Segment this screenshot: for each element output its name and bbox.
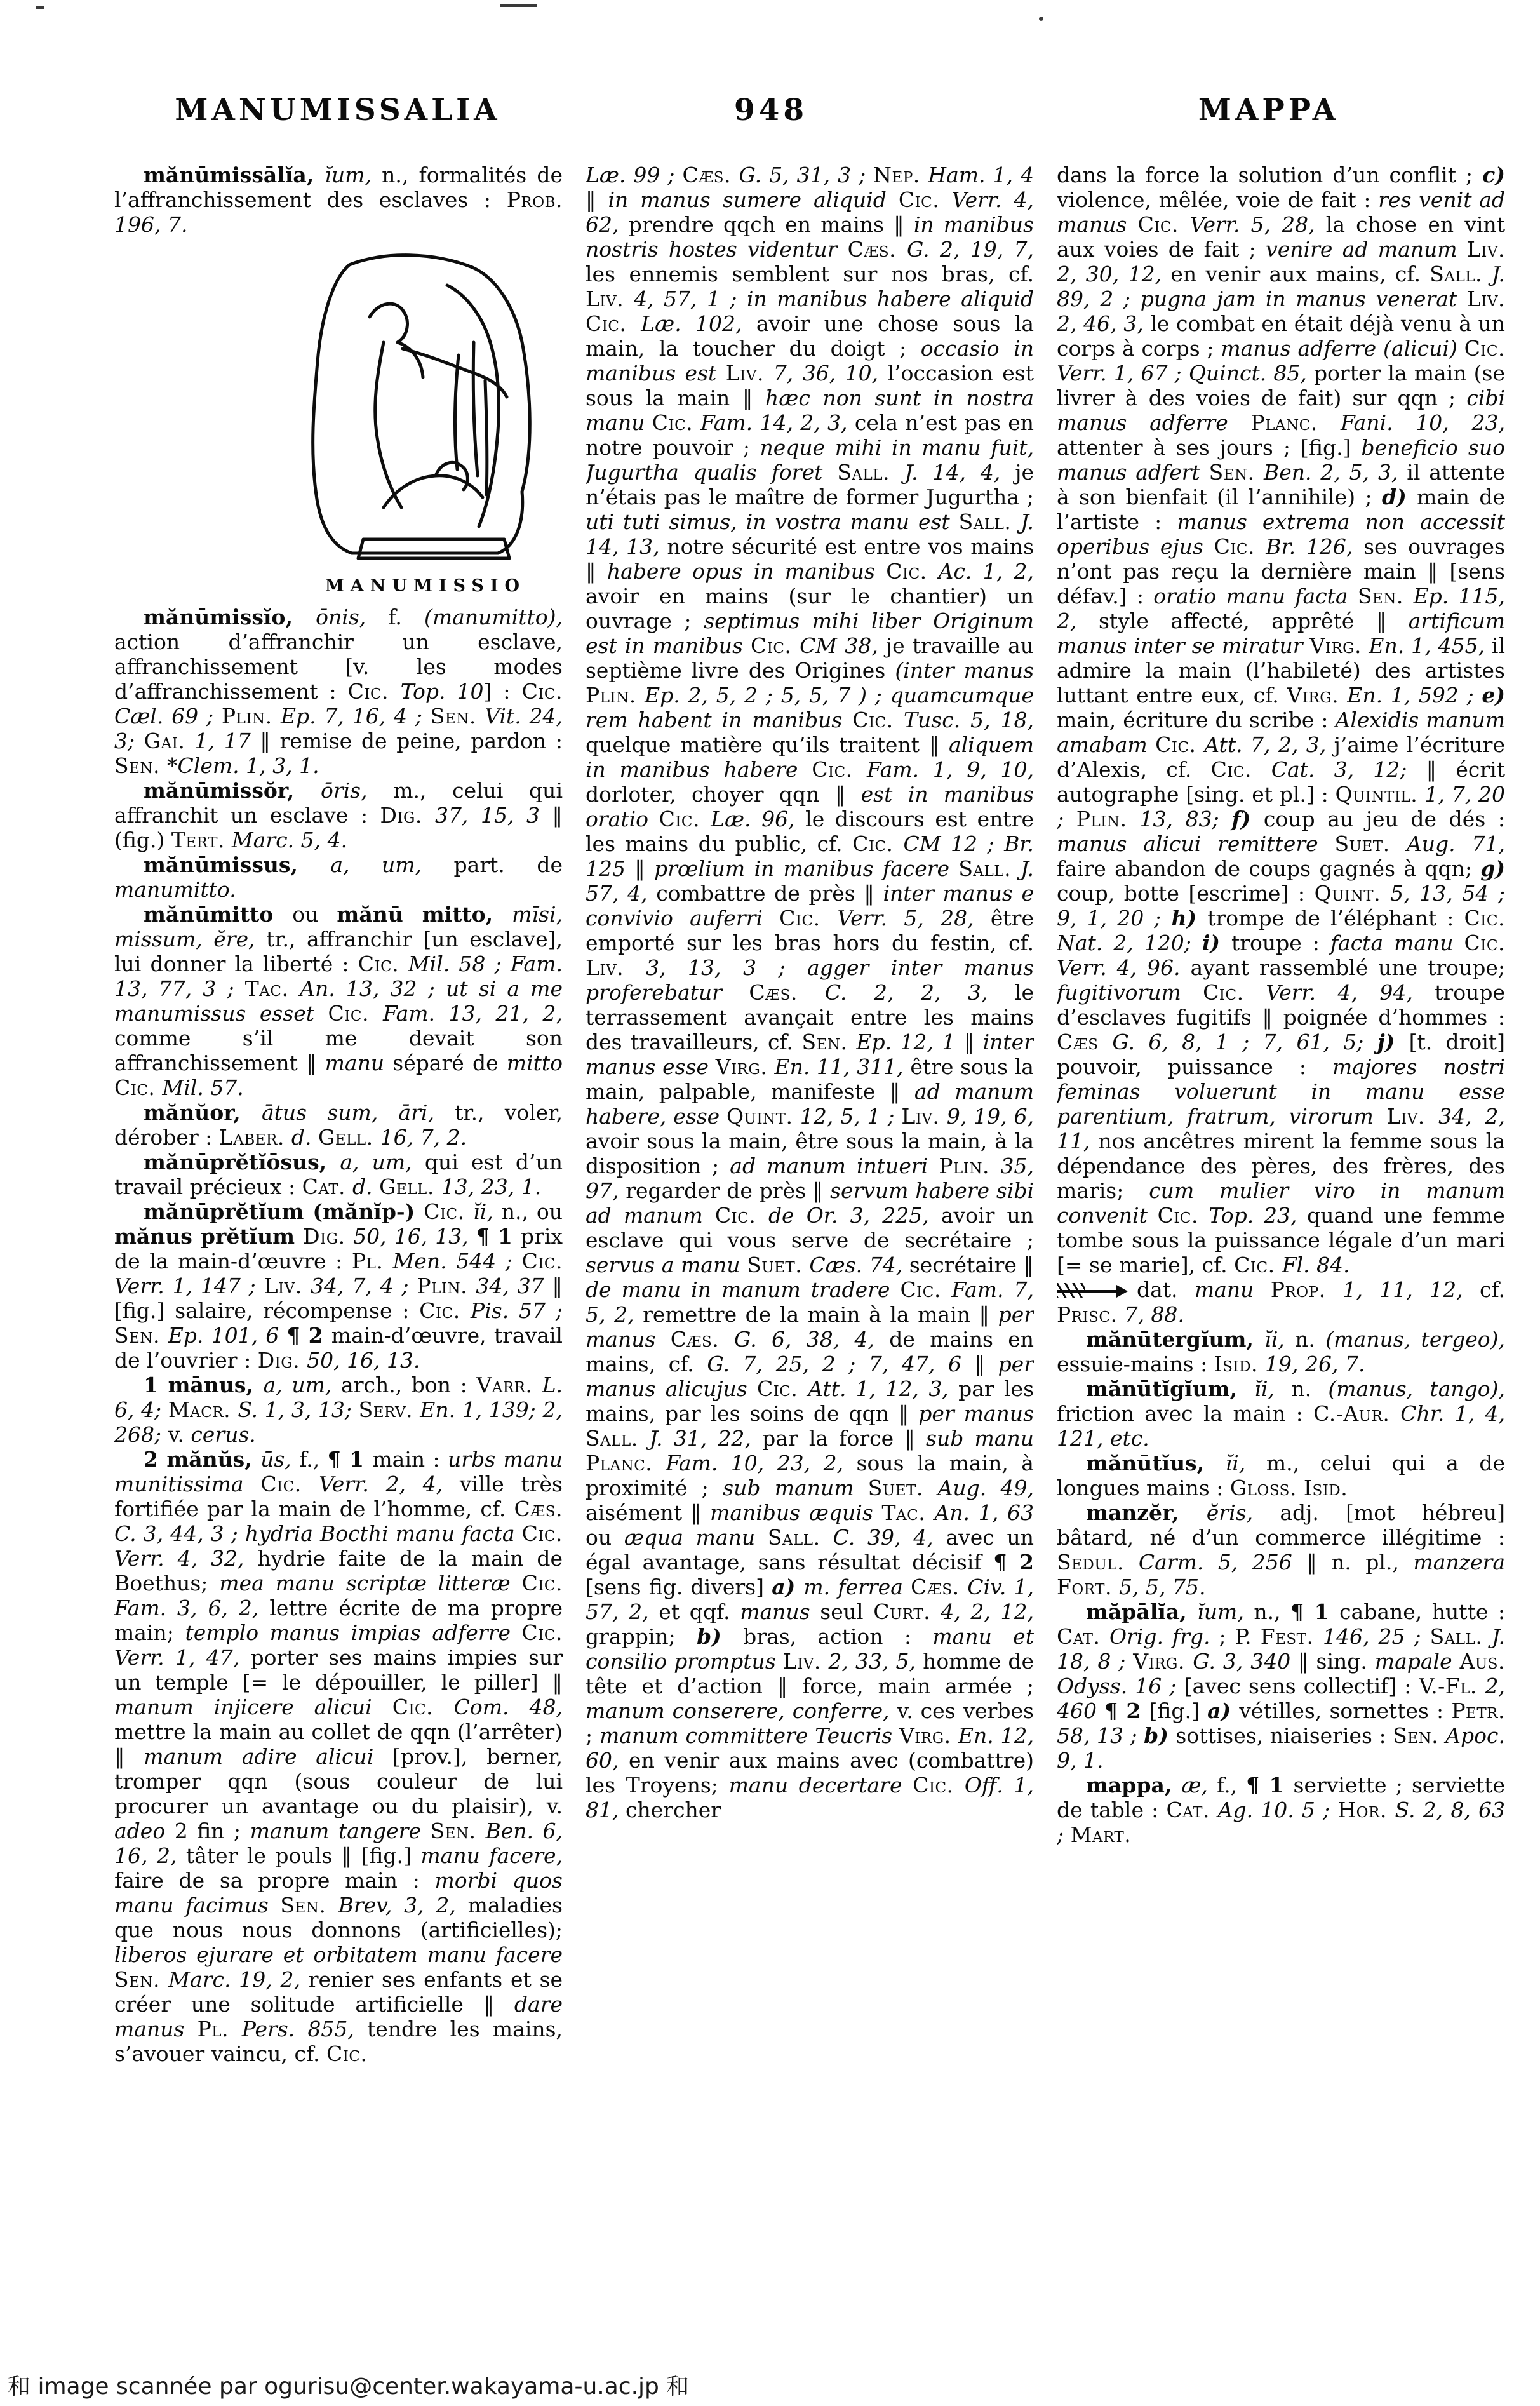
text-column-1 xyxy=(114,163,563,2329)
dictionary-entry: mănūmissŏr, ōris, m., celui qui affranchit un esclave : Dig. 37, 15, 3 ‖ (fig.) Tert. Marc. 5, 4. xyxy=(114,778,563,852)
text-column-3 xyxy=(1057,163,1505,2329)
text-column-2 xyxy=(586,163,1034,2329)
manumissio-illustration xyxy=(288,241,563,598)
remark-arrow-icon xyxy=(1057,1282,1128,1300)
scan-artifact xyxy=(500,4,537,7)
dictionary-entry: 1 mānus, a, um, arch., bon : Varr. L. 6, 4; Macr. S. 1, 3, 13; Serv. En. 1, 139; 2, 268; v. cerus. xyxy=(114,1373,563,1447)
scan-artifact xyxy=(36,6,44,9)
dictionary-entry: mănŭor, ātus sum, āri, tr., voler, dérober : Laber. d. Gell. 16, 7, 2. xyxy=(114,1100,563,1150)
dictionary-entry: mănūtergĭum, ĭi, n. (manus, tergeo), essuie-mains : Isid. 19, 26, 7. xyxy=(1057,1327,1505,1376)
dictionary-entry: Læ. 99 ; Cæs. G. 5, 31, 3 ; Nep. Ham. 1, 4 ‖ in manus sumere aliquid Cic. Verr. 4, 62, prendre qqch en mains ‖ in manibus nostris hostes videntur Cæs. G. 2, 19, 7, les ennemis semblent sur nos bras, cf. Liv. 4, 57, 1 ; in manibus habere aliquid Cic. Læ. 102, avoir une chose sous la main, la toucher du doigt ; occasio in manibus est Liv. 7, 36, 10, l’occasion est sous la main ‖ hæc non sunt in nostra manu Cic. Fam. 14, 2, 3, cela n’est pas en notre pouvoir ; neque mihi in manu fuit, Jugurtha qualis foret Sall. J. 14, 4, je n’étais pas le maître de former Jugurtha ; uti tuti simus, in vostra manu est Sall. J. 14, 13, notre sécurité est entre vos mains ‖ habere opus in manibus Cic. Ac. 1, 2, avoir en mains (sur le chantier) un ouvrage ; septimus mihi liber Originum est in manibus Cic. CM 38, je travaille au septième livre des Origines (inter manus Plin. Ep. 2, 5, 2 ; 5, 5, 7 ) ; quamcumque rem habent in manibus Cic. Tusc. 5, 18, quelque matière qu’ils traitent ‖ aliquem in manibus habere Cic. Fam. 1, 9, 10, dorloter, choyer qqn ‖ est in manibus oratio Cic. Læ. 96, le discours est entre les mains du public, cf. Cic. CM 12 ; Br. 125 ‖ prœlium in manibus facere Sall. J. 57, 4, combattre de près ‖ inter manus e convivio auferri Cic. Verr. 5, 28, être emporté sur les bras hors du festin, cf. Liv. 3, 13, 3 ; agger inter manus proferebatur Cæs. C. 2, 2, 3, le terrassement avançait entre les mains des travailleurs, cf. Sen. Ep. 12, 1 ‖ inter manus esse Virg. En. 11, 311, être sous la main, palpable, manifeste ‖ ad manum habere, esse Quint. 12, 5, 1 ; Liv. 9, 19, 6, avoir sous la main, être sous la main, à la disposition ; ad manum intueri Plin. 35, 97, regarder de près ‖ servum habere sibi ad manum Cic. de Or. 3, 225, avoir un esclave qui vous serve de secrétaire ; servus a manu Suet. Cæs. 74, secrétaire ‖ de manu in manum tradere Cic. Fam. 7, 5, 2, remettre de la main à la main ‖ per manus Cæs. G. 6, 38, 4, de mains en mains, cf. G. 7, 25, 2 ; 7, 47, 6 ‖ per manus alicujus Cic. Att. 1, 12, 3, par les mains, par les soins de qqn ‖ per manus Sall. J. 31, 22, par la force ‖ sub manu Planc. Fam. 10, 23, 2, sous la main, à proximité ; sub manum Suet. Aug. 49, aisément ‖ manibus æquis Tac. An. 1, 63 ou æqua manu Sall. C. 39, 4, avec un égal avantage, sans résultat décisif ¶ 2 [sens fig. divers] a) m. ferrea Cæs. Civ. 1, 57, 2, et qqf. manus seul Curt. 4, 2, 12, grappin; b) bras, action : manu et consilio promptus Liv. 2, 33, 5, homme de tête et d’action ‖ force, main armée ; manum conserere, conferre, v. ces verbes ; manum committere Teucris Virg. En. 12, 60, en venir aux mains avec (combattre) les Troyens; manu decertare Cic. Off. 1, 81, chercher xyxy=(586,163,1034,1822)
dictionary-entry: măpālĭa, ĭum, n., ¶ 1 cabane, hutte : Cat. Orig. frg. ; P. Fest. 146, 25 ; Sall. J. 18, 8 ; Virg. G. 3, 340 ‖ sing. mapale Aus. Odyss. 16 ; [avec sens collectif] : V.-Fl. 2, 460 ¶ 2 [fig.] a) vétilles, sornettes : Petr. 58, 13 ; b) sottises, niaiseries : Sen. Apoc. 9, 1. xyxy=(1057,1599,1505,1773)
dictionary-entry: mănūprĕtĭum (mănĭp-) Cic. ĭi, n., ou mănus prĕtĭum Dig. 50, 16, 13, ¶ 1 prix de la main-d’œuvre : Pl. Men. 544 ; Cic. Verr. 1, 147 ; Liv. 34, 7, 4 ; Plin. 34, 37 ‖ [fig.] salaire, récompense : Cic. Pis. 57 ; Sen. Ep. 101, 6 ¶ 2 main-d’œuvre, travail de l’ouvrier : Dig. 50, 16, 13. xyxy=(114,1199,563,1373)
page-number: 948 xyxy=(733,93,808,128)
running-head-right-word: MAPPA xyxy=(1198,93,1340,128)
scan-credit: 和 image scannée par ogurisu@center.wakayama-u.ac.jp 和 xyxy=(8,2374,690,2400)
dictionary-entry: manzĕr, ĕris, adj. [mot hébreu] bâtard, né d’un commerce illégitime : Sedul. Carm. 5, 256 ‖ n. pl., manzera Fort. 5, 5, 75. xyxy=(1057,1500,1505,1599)
dictionary-entry: mănūprĕtĭōsus, a, um, qui est d’un travail précieux : Cat. d. Gell. 13, 23, 1. xyxy=(114,1150,563,1199)
dictionary-entry: MANUMISSIO mănūmissĭo, ōnis, f. (manumitto), action d’affranchir un esclave, affranchissement [v. les modes d’affranchissement : Cic. Top. 10] : Cic. Cæl. 69 ; Plin. Ep. 7, 16, 4 ; Sen. Vit. 24, 3; Gai. 1, 17 ‖ remise de peine, pardon : Sen. *Clem. 1, 3, 1. xyxy=(114,237,563,778)
dictionary-entry: mănūtĭus, ĭi, m., celui qui a de longues mains : Gloss. Isid. xyxy=(1057,1451,1505,1500)
figure-caption: MANUMISSIO xyxy=(325,576,526,596)
page-body xyxy=(114,163,1505,2329)
running-head-left-word: MANUMISSALIA xyxy=(175,93,501,128)
manumission-relief-drawing xyxy=(288,241,561,571)
dictionary-entry: dat. manu Prop. 1, 11, 12, cf. Prisc. 7, 88. xyxy=(1057,1277,1505,1327)
scan-artifact xyxy=(1039,17,1043,21)
dictionary-entry: mănūtĭgĭum, ĭi, n. (manus, tango), friction avec la main : C.-Aur. Chr. 1, 4, 121, etc. xyxy=(1057,1376,1505,1451)
dictionary-entry: 2 mănŭs, ūs, f., ¶ 1 main : urbs manu munitissima Cic. Verr. 2, 4, ville très fortifiée par la main de l’homme, cf. Cæs. C. 3, 44, 3 ; hydria Bocthi manu facta Cic. Verr. 4, 32, hydrie faite de la main de Boethus; mea manu scriptæ litteræ Cic. Fam. 3, 6, 2, lettre écrite de ma propre main; templo manus impias adferre Cic. Verr. 1, 47, porter ses mains impies sur un temple [= le dépouiller, le piller] ‖ manum injicere alicui Cic. Com. 48, mettre la main au collet de qqn (l’arrêter) ‖ manum adire alicui [prov.], berner, tromper qqn (sous couleur de lui procurer un avantage ou du plaisir), v. adeo 2 fin ; manum tangere Sen. Ben. 6, 16, 2, tâter le pouls ‖ [fig.] manu facere, faire de sa propre main : morbi quos manu facimus Sen. Brev, 3, 2, maladies que nous nous donnons (artificielles); liberos ejurare et orbitatem manu facere Sen. Marc. 19, 2, renier ses enfants et se créer une solitude artificielle ‖ dare manus Pl. Pers. 855, tendre les mains, s’avouer vaincu, cf. Cic. xyxy=(114,1447,563,2066)
dictionary-entry: mănūmissus, a, um, part. de manumitto. xyxy=(114,852,563,902)
dictionary-entry: mănūmissālĭa, ĭum, n., formalités de l’affranchissement des esclaves : Prob. 196, 7. xyxy=(114,163,563,237)
dictionary-entry: mappa, æ, f., ¶ 1 serviette ; serviette de table : Cat. Ag. 10. 5 ; Hor. S. 2, 8, 63 ; Mart. xyxy=(1057,1773,1505,1847)
dictionary-entry: dans la force la solution d’un conflit ; c) violence, mêlée, voie de fait : res venit ad manus Cic. Verr. 5, 28, la chose en vint aux voies de fait ; venire ad manum Liv. 2, 30, 12, en venir aux mains, cf. Sall. J. 89, 2 ; pugna jam in manus venerat Liv. 2, 46, 3, le combat en était déjà venu à un corps à corps ; manus adferre (alicui) Cic. Verr. 1, 67 ; Quinct. 85, porter la main (se livrer à des voies de fait) sur qqn ; cibi manus adferre Planc. Fani. 10, 23, attenter à ses jours ; [fig.] beneficio suo manus adfert Sen. Ben. 2, 5, 3, il attente à son bienfait (il l’annihile) ; d) main de l’artiste : manus extrema non accessit operibus ejus Cic. Br. 126, ses ouvrages n’ont pas reçu la dernière main ‖ [sens défav.] : oratio manu facta Sen. Ep. 115, 2, style affecté, apprêté ‖ artificum manus inter se miratur Virg. En. 1, 455, il admire la main (l’habileté) des artistes luttant entre eux, cf. Virg. En. 1, 592 ; e) main, écriture du scribe : Alexidis manum amabam Cic. Att. 7, 2, 3, j’aime l’écriture d’Alexis, cf. Cic. Cat. 3, 12; ‖ écrit autographe [sing. et pl.] : Quintil. 1, 7, 20 ; Plin. 13, 83; f) coup au jeu de dés : manus alicui remittere Suet. Aug. 71, faire abandon de coups gagnés à qqn; g) coup, botte [escrime] : Quint. 5, 13, 54 ; 9, 1, 20 ; h) trompe de l’éléphant : Cic. Nat. 2, 120; i) troupe : facta manu Cic. Verr. 4, 96. ayant rassemblé une troupe; fugitivorum Cic. Verr. 4, 94, troupe d’esclaves fugitifs ‖ poignée d’hommes : Cæs G. 6, 8, 1 ; 7, 61, 5; j) [t. droit] pouvoir, puissance : majores nostri feminas voluerunt in manu esse parentium, fratrum, virorum Liv. 34, 2, 11, nos ancêtres mirent la femme sous la dépendance des pères, des frères, des maris; cum mulier viro in manum convenit Cic. Top. 23, quand une femme tombe sous la puissance légale d’un mari [= se marie], cf. Cic. Fl. 84. xyxy=(1057,163,1505,1277)
dictionary-entry: mănūmitto ou mănū mitto, mīsi, missum, ĕre, tr., affranchir [un esclave], lui donner la liberté : Cic. Mil. 58 ; Fam. 13, 77, 3 ; Tac. An. 13, 32 ; ut si a me manumissus esset Cic. Fam. 13, 21, 2, comme s’il me devait son affranchissement ‖ manu séparé de mitto Cic. Mil. 57. xyxy=(114,902,563,1100)
